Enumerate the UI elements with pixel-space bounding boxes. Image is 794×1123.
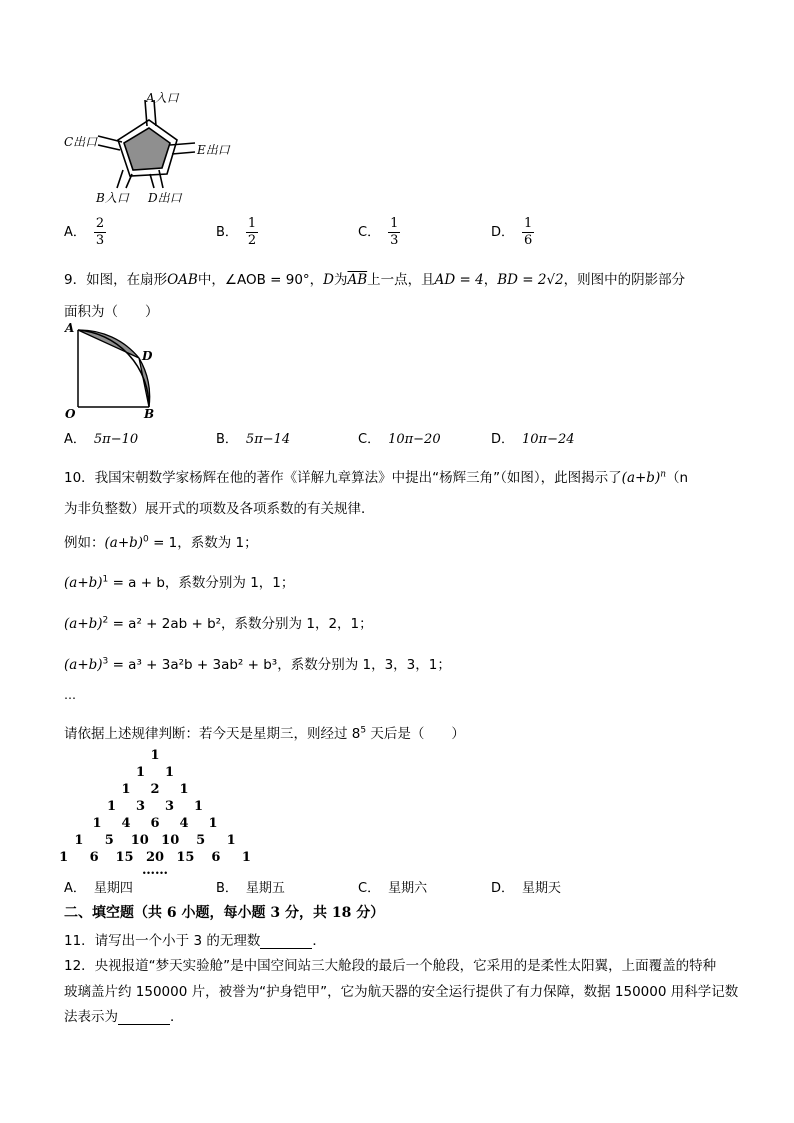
triangle-cell: 1 <box>74 833 84 848</box>
q11-stem: 11．请写出一个小于 3 的无理数 ． <box>64 933 326 949</box>
triangle-cell: 1 <box>179 782 189 797</box>
triangle-cell: 5 <box>104 833 114 848</box>
triangle-cell: 1 <box>59 850 69 865</box>
label-b-entrance: B入口 <box>96 191 129 205</box>
label-a-entrance: A入口 <box>146 91 179 105</box>
triangle-cell: 1 <box>106 799 117 814</box>
triangle-cell: 2 <box>150 782 160 797</box>
triangle-cell: 4 <box>179 816 189 831</box>
triangle-cell: 1 <box>150 748 160 763</box>
q9-option-a[interactable]: A． 5π−10 <box>64 432 139 447</box>
intersection-figure <box>60 88 250 206</box>
q8-option-c[interactable]: C． $\frac{1}{3}$ <box>358 216 399 248</box>
triangle-cell: 6 <box>89 850 99 865</box>
label-d-exit: D出口 <box>148 191 182 205</box>
q9-stem-line1: 9．如图，在扇形OAB中，∠AOB = 90°，D为$\overline{AB}$上一点，且AD = 4，BD = 2√2，则图中的阴影部分 <box>64 272 686 288</box>
q10-stem-line1: 10．我国宋朝数学家杨辉在他的著作《详解九章算法》中提出“杨辉三角”（如图），此图揭示了$(a+b)^n(n$ <box>64 469 689 486</box>
triangle-dots: …… <box>142 863 168 878</box>
label-c-exit: C出口 <box>64 135 98 149</box>
ellipsis: … <box>64 688 76 702</box>
answer-blank[interactable] <box>260 936 312 949</box>
triangle-cell: 10 <box>161 833 180 848</box>
triangle-cell: 1 <box>121 782 131 797</box>
triangle-cell: 10 <box>130 833 149 848</box>
label-o: O <box>65 407 76 420</box>
q12-line3: 法表示为 ． <box>64 1009 184 1025</box>
q8-option-a[interactable]: A． $\frac{2}{3}$ <box>64 216 105 248</box>
triangle-cell: 1 <box>135 765 146 780</box>
q9-option-c[interactable]: C． 10π−20 <box>358 432 441 447</box>
triangle-cell: 3 <box>164 799 175 814</box>
q12-line2: 玻璃盖片约 150000 片，被誉为“护身铠甲”，它为航天器的安全运行提供了有力保障，数据 150000 用科学记数 <box>64 984 739 1000</box>
q10-option-d[interactable]: D． 星期天 <box>491 881 562 896</box>
q10-option-c[interactable]: C． 星期六 <box>358 881 428 896</box>
triangle-cell: 5 <box>196 833 206 848</box>
triangle-cell: 4 <box>121 816 131 831</box>
label-a: A <box>65 321 75 335</box>
triangle-cell: 1 <box>92 816 102 831</box>
q10-example-1: $(a+b)^1 = a + b$，系数分别为 1，1； <box>64 574 295 591</box>
fraction: $\frac{1}{6}$ <box>524 216 533 248</box>
q9-stem-line2: 面积为（ ） <box>64 304 159 320</box>
label-d: D <box>142 349 153 363</box>
fraction: $\frac{2}{3}$ <box>95 216 105 248</box>
q10-stem-line2: 为非负整数）展开式的项数及各项系数的有关规律． <box>64 501 375 517</box>
q9-option-b[interactable]: B． 5π−14 <box>216 432 291 447</box>
triangle-cell: 3 <box>135 799 146 814</box>
triangle-cell: 15 <box>115 850 134 865</box>
triangle-cell: 1 <box>193 799 204 814</box>
q10-example-0: 例如：$(a+b)^0 = 1$，系数为 1； <box>64 534 258 551</box>
label-b: B <box>144 407 155 420</box>
fraction: $\frac{1}{2}$ <box>247 216 257 248</box>
section-heading: 二、填空题（共 6 小题，每小题 3 分，共 18 分） <box>64 905 385 921</box>
triangle-cell: 1 <box>164 765 175 780</box>
q10-option-b[interactable]: B． 星期五 <box>216 881 285 896</box>
q12-line1: 12．央视报道“梦天实验舱”是中国空间站三大舱段的最后一个舱段，它采用的是柔性太阳翼，上面覆盖的特种 <box>64 958 717 974</box>
yang-hui-triangle <box>0 748 794 878</box>
triangle-cell: 15 <box>176 850 195 865</box>
triangle-cell: 1 <box>241 850 251 865</box>
q9-option-d[interactable]: D． 10π−24 <box>491 432 575 447</box>
sector-figure <box>62 320 162 420</box>
triangle-cell: 6 <box>150 816 160 831</box>
q10-question: 请依据上述规律判断：若今天是星期三，则经过 $8^5$ 天后是（ ） <box>64 725 465 742</box>
triangle-cell: 6 <box>211 850 221 865</box>
triangle-cell: 1 <box>208 816 218 831</box>
q10-example-3: $(a+b)^3 = a^3 + 3a^2b + 3ab^2 + b^3$，系数分别为 1，3，3，1； <box>64 656 451 673</box>
label-e-exit: E出口 <box>197 143 230 157</box>
fraction: $\frac{1}{3}$ <box>390 216 399 248</box>
q8-option-d[interactable]: D． $\frac{1}{6}$ <box>491 216 533 248</box>
answer-blank[interactable] <box>118 1012 170 1025</box>
q10-option-a[interactable]: A． 星期四 <box>64 881 133 896</box>
q10-example-2: $(a+b)^2 = a^2 + 2ab + b^2$，系数分别为 1，2，1； <box>64 615 373 632</box>
triangle-cell: 20 <box>145 850 165 865</box>
q8-option-b[interactable]: B． $\frac{1}{2}$ <box>216 216 257 248</box>
triangle-cell: 1 <box>226 833 236 848</box>
